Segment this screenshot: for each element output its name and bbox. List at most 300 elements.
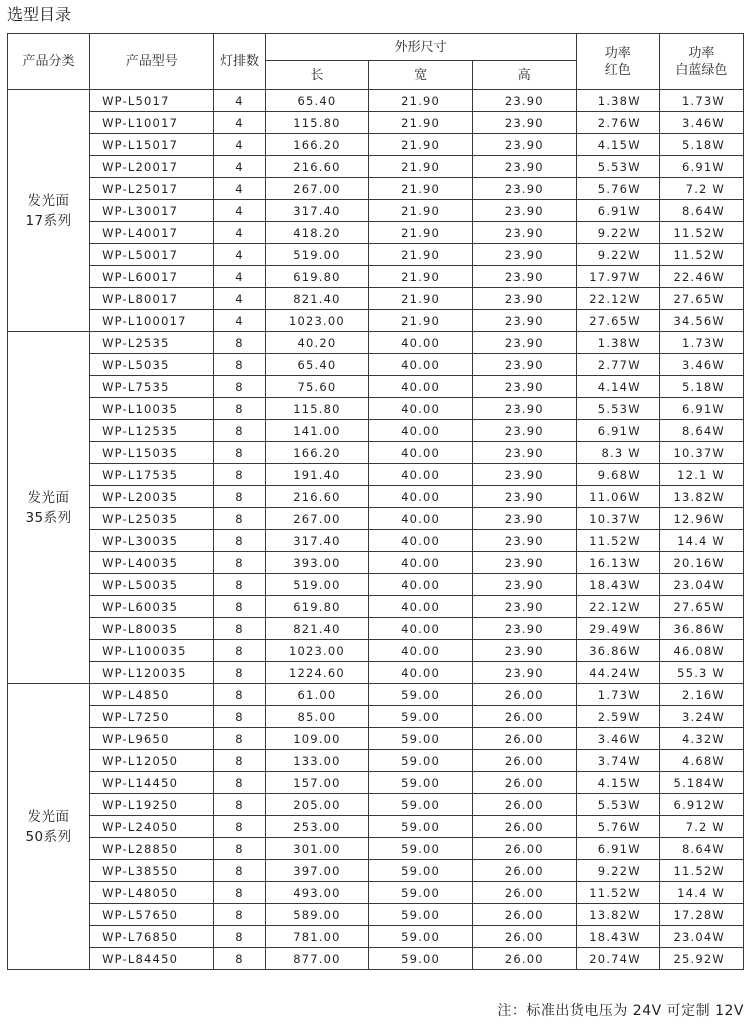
power-other-cell: 36.86W [659, 618, 743, 640]
page-title: 选型目录 [7, 5, 72, 24]
power-other-cell: 6.91W [659, 156, 743, 178]
width-cell: 59.00 [369, 706, 473, 728]
length-cell: 619.80 [265, 266, 369, 288]
rows-cell: 8 [214, 552, 265, 574]
table-row [8, 200, 744, 222]
power-red-cell: 17.97W [576, 266, 659, 288]
power-red-cell: 11.52W [576, 530, 659, 552]
table-row [8, 926, 744, 948]
product-catalog-table [7, 33, 744, 970]
model-cell: WP-L19250 [90, 794, 214, 816]
power-red-cell: 36.86W [576, 640, 659, 662]
table-row [8, 486, 744, 508]
height-cell: 26.00 [472, 794, 576, 816]
model-cell: WP-L48050 [90, 882, 214, 904]
table-row [8, 662, 744, 684]
rows-cell: 8 [214, 794, 265, 816]
header-power-red [576, 34, 659, 90]
rows-cell: 8 [214, 706, 265, 728]
width-cell: 21.90 [369, 288, 473, 310]
rows-cell: 8 [214, 948, 265, 970]
table-row [8, 90, 744, 112]
power-other-cell: 11.52W [659, 244, 743, 266]
height-cell: 23.90 [472, 662, 576, 684]
power-other-cell: 46.08W [659, 640, 743, 662]
power-other-cell: 13.82W [659, 486, 743, 508]
table-row [8, 178, 744, 200]
model-cell: WP-L20035 [90, 486, 214, 508]
power-red-cell: 44.24W [576, 662, 659, 684]
height-cell: 23.90 [472, 508, 576, 530]
rows-cell: 4 [214, 178, 265, 200]
table-row [8, 266, 744, 288]
height-cell: 23.90 [472, 486, 576, 508]
power-other-cell: 6.912W [659, 794, 743, 816]
length-cell: 1224.60 [265, 662, 369, 684]
power-red-cell: 10.37W [576, 508, 659, 530]
width-cell: 59.00 [369, 882, 473, 904]
table-header [8, 34, 744, 90]
width-cell: 59.00 [369, 684, 473, 706]
table-row [8, 332, 744, 354]
height-cell: 23.90 [472, 244, 576, 266]
model-cell: WP-L60035 [90, 596, 214, 618]
power-red-cell: 5.53W [576, 398, 659, 420]
power-red-cell: 2.76W [576, 112, 659, 134]
model-cell: WP-L120035 [90, 662, 214, 684]
height-cell: 26.00 [472, 728, 576, 750]
length-cell: 61.00 [265, 684, 369, 706]
length-cell: 821.40 [265, 288, 369, 310]
power-red-cell: 1.38W [576, 90, 659, 112]
rows-cell: 8 [214, 926, 265, 948]
height-cell: 26.00 [472, 706, 576, 728]
table-row [8, 706, 744, 728]
power-red-cell: 2.77W [576, 354, 659, 376]
rows-cell: 8 [214, 618, 265, 640]
header-power-other [659, 34, 743, 90]
width-cell: 59.00 [369, 816, 473, 838]
category-label-line: 发光面 [27, 808, 70, 825]
table-row [8, 904, 744, 926]
power-other-cell: 5.18W [659, 376, 743, 398]
width-cell: 40.00 [369, 420, 473, 442]
power-other-cell: 3.24W [659, 706, 743, 728]
width-cell: 40.00 [369, 662, 473, 684]
width-cell: 21.90 [369, 134, 473, 156]
power-other-cell: 5.184W [659, 772, 743, 794]
rows-cell: 8 [214, 860, 265, 882]
width-cell: 40.00 [369, 442, 473, 464]
length-cell: 821.40 [265, 618, 369, 640]
length-cell: 317.40 [265, 200, 369, 222]
height-cell: 23.90 [472, 178, 576, 200]
model-cell: WP-L38550 [90, 860, 214, 882]
width-cell: 21.90 [369, 222, 473, 244]
width-cell: 21.90 [369, 310, 473, 332]
power-red-cell: 11.52W [576, 882, 659, 904]
rows-cell: 8 [214, 904, 265, 926]
length-cell: 115.80 [265, 112, 369, 134]
power-other-cell: 4.32W [659, 728, 743, 750]
length-cell: 65.40 [265, 354, 369, 376]
height-cell: 26.00 [472, 684, 576, 706]
height-cell: 23.90 [472, 596, 576, 618]
table-body [8, 90, 744, 970]
height-cell: 26.00 [472, 750, 576, 772]
model-cell: WP-L5035 [90, 354, 214, 376]
power-other-cell: 1.73W [659, 90, 743, 112]
table-row [8, 288, 744, 310]
width-cell: 59.00 [369, 728, 473, 750]
power-other-cell: 4.68W [659, 750, 743, 772]
rows-cell: 8 [214, 508, 265, 530]
power-other-cell: 3.46W [659, 112, 743, 134]
rows-cell: 8 [214, 662, 265, 684]
header-power-other-line2: 白蓝绿色 [675, 62, 728, 78]
length-cell: 141.00 [265, 420, 369, 442]
width-cell: 40.00 [369, 574, 473, 596]
power-other-cell: 3.46W [659, 354, 743, 376]
model-cell: WP-L25035 [90, 508, 214, 530]
rows-cell: 4 [214, 266, 265, 288]
height-cell: 23.90 [472, 266, 576, 288]
header-model: 产品型号 [90, 34, 214, 90]
table-row [8, 772, 744, 794]
rows-cell: 8 [214, 728, 265, 750]
width-cell: 40.00 [369, 552, 473, 574]
header-height: 高 [472, 61, 576, 90]
height-cell: 23.90 [472, 552, 576, 574]
rows-cell: 8 [214, 574, 265, 596]
power-other-cell: 8.64W [659, 420, 743, 442]
length-cell: 267.00 [265, 178, 369, 200]
power-red-cell: 18.43W [576, 926, 659, 948]
height-cell: 23.90 [472, 112, 576, 134]
table-row [8, 816, 744, 838]
length-cell: 589.00 [265, 904, 369, 926]
height-cell: 23.90 [472, 134, 576, 156]
height-cell: 26.00 [472, 926, 576, 948]
power-red-cell: 22.12W [576, 288, 659, 310]
height-cell: 26.00 [472, 882, 576, 904]
length-cell: 115.80 [265, 398, 369, 420]
power-other-cell: 7.2 W [659, 178, 743, 200]
width-cell: 40.00 [369, 354, 473, 376]
rows-cell: 8 [214, 332, 265, 354]
header-rows: 灯排数 [214, 34, 265, 90]
category-label-line: 17系列 [25, 212, 72, 229]
model-cell: WP-L80035 [90, 618, 214, 640]
table-row [8, 310, 744, 332]
model-cell: WP-L30017 [90, 200, 214, 222]
table-row [8, 222, 744, 244]
table-row [8, 838, 744, 860]
length-cell: 317.40 [265, 530, 369, 552]
model-cell: WP-L7250 [90, 706, 214, 728]
rows-cell: 4 [214, 310, 265, 332]
header-dimensions: 外形尺寸 [265, 34, 576, 61]
power-other-cell: 2.16W [659, 684, 743, 706]
power-red-cell: 9.22W [576, 244, 659, 266]
power-other-cell: 25.92W [659, 948, 743, 970]
power-other-cell: 27.65W [659, 288, 743, 310]
width-cell: 21.90 [369, 112, 473, 134]
rows-cell: 4 [214, 156, 265, 178]
length-cell: 393.00 [265, 552, 369, 574]
power-red-cell: 2.59W [576, 706, 659, 728]
table-row [8, 860, 744, 882]
model-cell: WP-L20017 [90, 156, 214, 178]
model-cell: WP-L84450 [90, 948, 214, 970]
length-cell: 1023.00 [265, 310, 369, 332]
rows-cell: 8 [214, 486, 265, 508]
category-label-line: 发光面 [27, 192, 70, 209]
length-cell: 75.60 [265, 376, 369, 398]
table-row [8, 442, 744, 464]
power-other-cell: 14.4 W [659, 882, 743, 904]
length-cell: 781.00 [265, 926, 369, 948]
header-power-red-line2: 红色 [604, 62, 631, 78]
table-row [8, 618, 744, 640]
model-cell: WP-L76850 [90, 926, 214, 948]
length-cell: 133.00 [265, 750, 369, 772]
width-cell: 59.00 [369, 860, 473, 882]
model-cell: WP-L5017 [90, 90, 214, 112]
power-red-cell: 8.3 W [576, 442, 659, 464]
model-cell: WP-L14450 [90, 772, 214, 794]
category-cell [8, 90, 90, 332]
category-label-line: 发光面 [27, 489, 70, 506]
rows-cell: 4 [214, 244, 265, 266]
power-red-cell: 18.43W [576, 574, 659, 596]
length-cell: 216.60 [265, 156, 369, 178]
header-length: 长 [265, 61, 369, 90]
width-cell: 40.00 [369, 530, 473, 552]
rows-cell: 8 [214, 376, 265, 398]
rows-cell: 8 [214, 354, 265, 376]
width-cell: 21.90 [369, 178, 473, 200]
height-cell: 26.00 [472, 816, 576, 838]
model-cell: WP-L30035 [90, 530, 214, 552]
power-other-cell: 12.1 W [659, 464, 743, 486]
power-other-cell: 8.64W [659, 200, 743, 222]
width-cell: 21.90 [369, 266, 473, 288]
model-cell: WP-L24050 [90, 816, 214, 838]
power-red-cell: 4.15W [576, 772, 659, 794]
model-cell: WP-L10017 [90, 112, 214, 134]
table-row [8, 882, 744, 904]
length-cell: 493.00 [265, 882, 369, 904]
power-red-cell: 5.53W [576, 156, 659, 178]
height-cell: 23.90 [472, 156, 576, 178]
category-cell [8, 332, 90, 684]
model-cell: WP-L15017 [90, 134, 214, 156]
power-red-cell: 20.74W [576, 948, 659, 970]
power-other-cell: 10.37W [659, 442, 743, 464]
table-row [8, 530, 744, 552]
model-cell: WP-L4850 [90, 684, 214, 706]
power-red-cell: 3.74W [576, 750, 659, 772]
height-cell: 23.90 [472, 420, 576, 442]
power-red-cell: 27.65W [576, 310, 659, 332]
power-red-cell: 5.76W [576, 816, 659, 838]
length-cell: 157.00 [265, 772, 369, 794]
power-other-cell: 8.64W [659, 838, 743, 860]
model-cell: WP-L80017 [90, 288, 214, 310]
length-cell: 166.20 [265, 134, 369, 156]
power-other-cell: 27.65W [659, 596, 743, 618]
width-cell: 40.00 [369, 640, 473, 662]
power-other-cell: 12.96W [659, 508, 743, 530]
model-cell: WP-L57650 [90, 904, 214, 926]
power-other-cell: 55.3 W [659, 662, 743, 684]
rows-cell: 8 [214, 772, 265, 794]
rows-cell: 4 [214, 200, 265, 222]
width-cell: 21.90 [369, 200, 473, 222]
model-cell: WP-L9650 [90, 728, 214, 750]
length-cell: 216.60 [265, 486, 369, 508]
power-other-cell: 6.91W [659, 398, 743, 420]
model-cell: WP-L2535 [90, 332, 214, 354]
width-cell: 59.00 [369, 794, 473, 816]
width-cell: 40.00 [369, 464, 473, 486]
power-other-cell: 23.04W [659, 926, 743, 948]
power-red-cell: 4.15W [576, 134, 659, 156]
length-cell: 1023.00 [265, 640, 369, 662]
height-cell: 26.00 [472, 904, 576, 926]
table-row [8, 134, 744, 156]
table-row [8, 728, 744, 750]
height-cell: 23.90 [472, 376, 576, 398]
power-red-cell: 6.91W [576, 838, 659, 860]
rows-cell: 8 [214, 750, 265, 772]
rows-cell: 4 [214, 90, 265, 112]
rows-cell: 4 [214, 134, 265, 156]
power-red-cell: 9.22W [576, 222, 659, 244]
model-cell: WP-L10035 [90, 398, 214, 420]
power-red-cell: 9.22W [576, 860, 659, 882]
rows-cell: 8 [214, 596, 265, 618]
category-label-line: 35系列 [25, 509, 72, 526]
length-cell: 65.40 [265, 90, 369, 112]
width-cell: 59.00 [369, 904, 473, 926]
table-row [8, 398, 744, 420]
length-cell: 191.40 [265, 464, 369, 486]
rows-cell: 8 [214, 530, 265, 552]
table-row [8, 750, 744, 772]
rows-cell: 8 [214, 816, 265, 838]
length-cell: 85.00 [265, 706, 369, 728]
rows-cell: 8 [214, 420, 265, 442]
width-cell: 59.00 [369, 772, 473, 794]
table-row [8, 552, 744, 574]
model-cell: WP-L12535 [90, 420, 214, 442]
power-other-cell: 34.56W [659, 310, 743, 332]
model-cell: WP-L12050 [90, 750, 214, 772]
height-cell: 23.90 [472, 574, 576, 596]
power-red-cell: 29.49W [576, 618, 659, 640]
length-cell: 519.00 [265, 574, 369, 596]
table-row [8, 244, 744, 266]
model-cell: WP-L25017 [90, 178, 214, 200]
width-cell: 59.00 [369, 838, 473, 860]
power-other-cell: 14.4 W [659, 530, 743, 552]
width-cell: 40.00 [369, 508, 473, 530]
table-row [8, 464, 744, 486]
rows-cell: 8 [214, 442, 265, 464]
model-cell: WP-L40017 [90, 222, 214, 244]
power-other-cell: 17.28W [659, 904, 743, 926]
model-cell: WP-L40035 [90, 552, 214, 574]
width-cell: 21.90 [369, 244, 473, 266]
width-cell: 21.90 [369, 156, 473, 178]
power-red-cell: 1.38W [576, 332, 659, 354]
header-power-other-line1: 功率 [688, 45, 715, 61]
width-cell: 59.00 [369, 750, 473, 772]
length-cell: 205.00 [265, 794, 369, 816]
table-row [8, 112, 744, 134]
model-cell: WP-L15035 [90, 442, 214, 464]
power-red-cell: 4.14W [576, 376, 659, 398]
rows-cell: 8 [214, 882, 265, 904]
power-red-cell: 22.12W [576, 596, 659, 618]
power-other-cell: 23.04W [659, 574, 743, 596]
power-red-cell: 1.73W [576, 684, 659, 706]
length-cell: 397.00 [265, 860, 369, 882]
length-cell: 267.00 [265, 508, 369, 530]
power-other-cell: 5.18W [659, 134, 743, 156]
table-row [8, 794, 744, 816]
power-other-cell: 11.52W [659, 860, 743, 882]
height-cell: 23.90 [472, 398, 576, 420]
table-row [8, 684, 744, 706]
header-power-red-line1: 功率 [604, 45, 631, 61]
power-other-cell: 20.16W [659, 552, 743, 574]
model-cell: WP-L7535 [90, 376, 214, 398]
table-row [8, 354, 744, 376]
table-row [8, 156, 744, 178]
rows-cell: 8 [214, 640, 265, 662]
height-cell: 26.00 [472, 860, 576, 882]
length-cell: 619.80 [265, 596, 369, 618]
model-cell: WP-L50035 [90, 574, 214, 596]
width-cell: 40.00 [369, 596, 473, 618]
length-cell: 40.20 [265, 332, 369, 354]
height-cell: 23.90 [472, 90, 576, 112]
width-cell: 21.90 [369, 90, 473, 112]
header-category: 产品分类 [8, 34, 90, 90]
length-cell: 166.20 [265, 442, 369, 464]
power-red-cell: 5.53W [576, 794, 659, 816]
length-cell: 418.20 [265, 222, 369, 244]
height-cell: 26.00 [472, 838, 576, 860]
width-cell: 59.00 [369, 948, 473, 970]
width-cell: 40.00 [369, 618, 473, 640]
length-cell: 519.00 [265, 244, 369, 266]
model-cell: WP-L100017 [90, 310, 214, 332]
footnote: 注：标准出货电压为 24V 可定制 12V [497, 1003, 744, 1019]
table-row [8, 420, 744, 442]
model-cell: WP-L17535 [90, 464, 214, 486]
height-cell: 23.90 [472, 442, 576, 464]
power-other-cell: 22.46W [659, 266, 743, 288]
table-row [8, 508, 744, 530]
length-cell: 109.00 [265, 728, 369, 750]
height-cell: 23.90 [472, 200, 576, 222]
model-cell: WP-L100035 [90, 640, 214, 662]
rows-cell: 8 [214, 684, 265, 706]
